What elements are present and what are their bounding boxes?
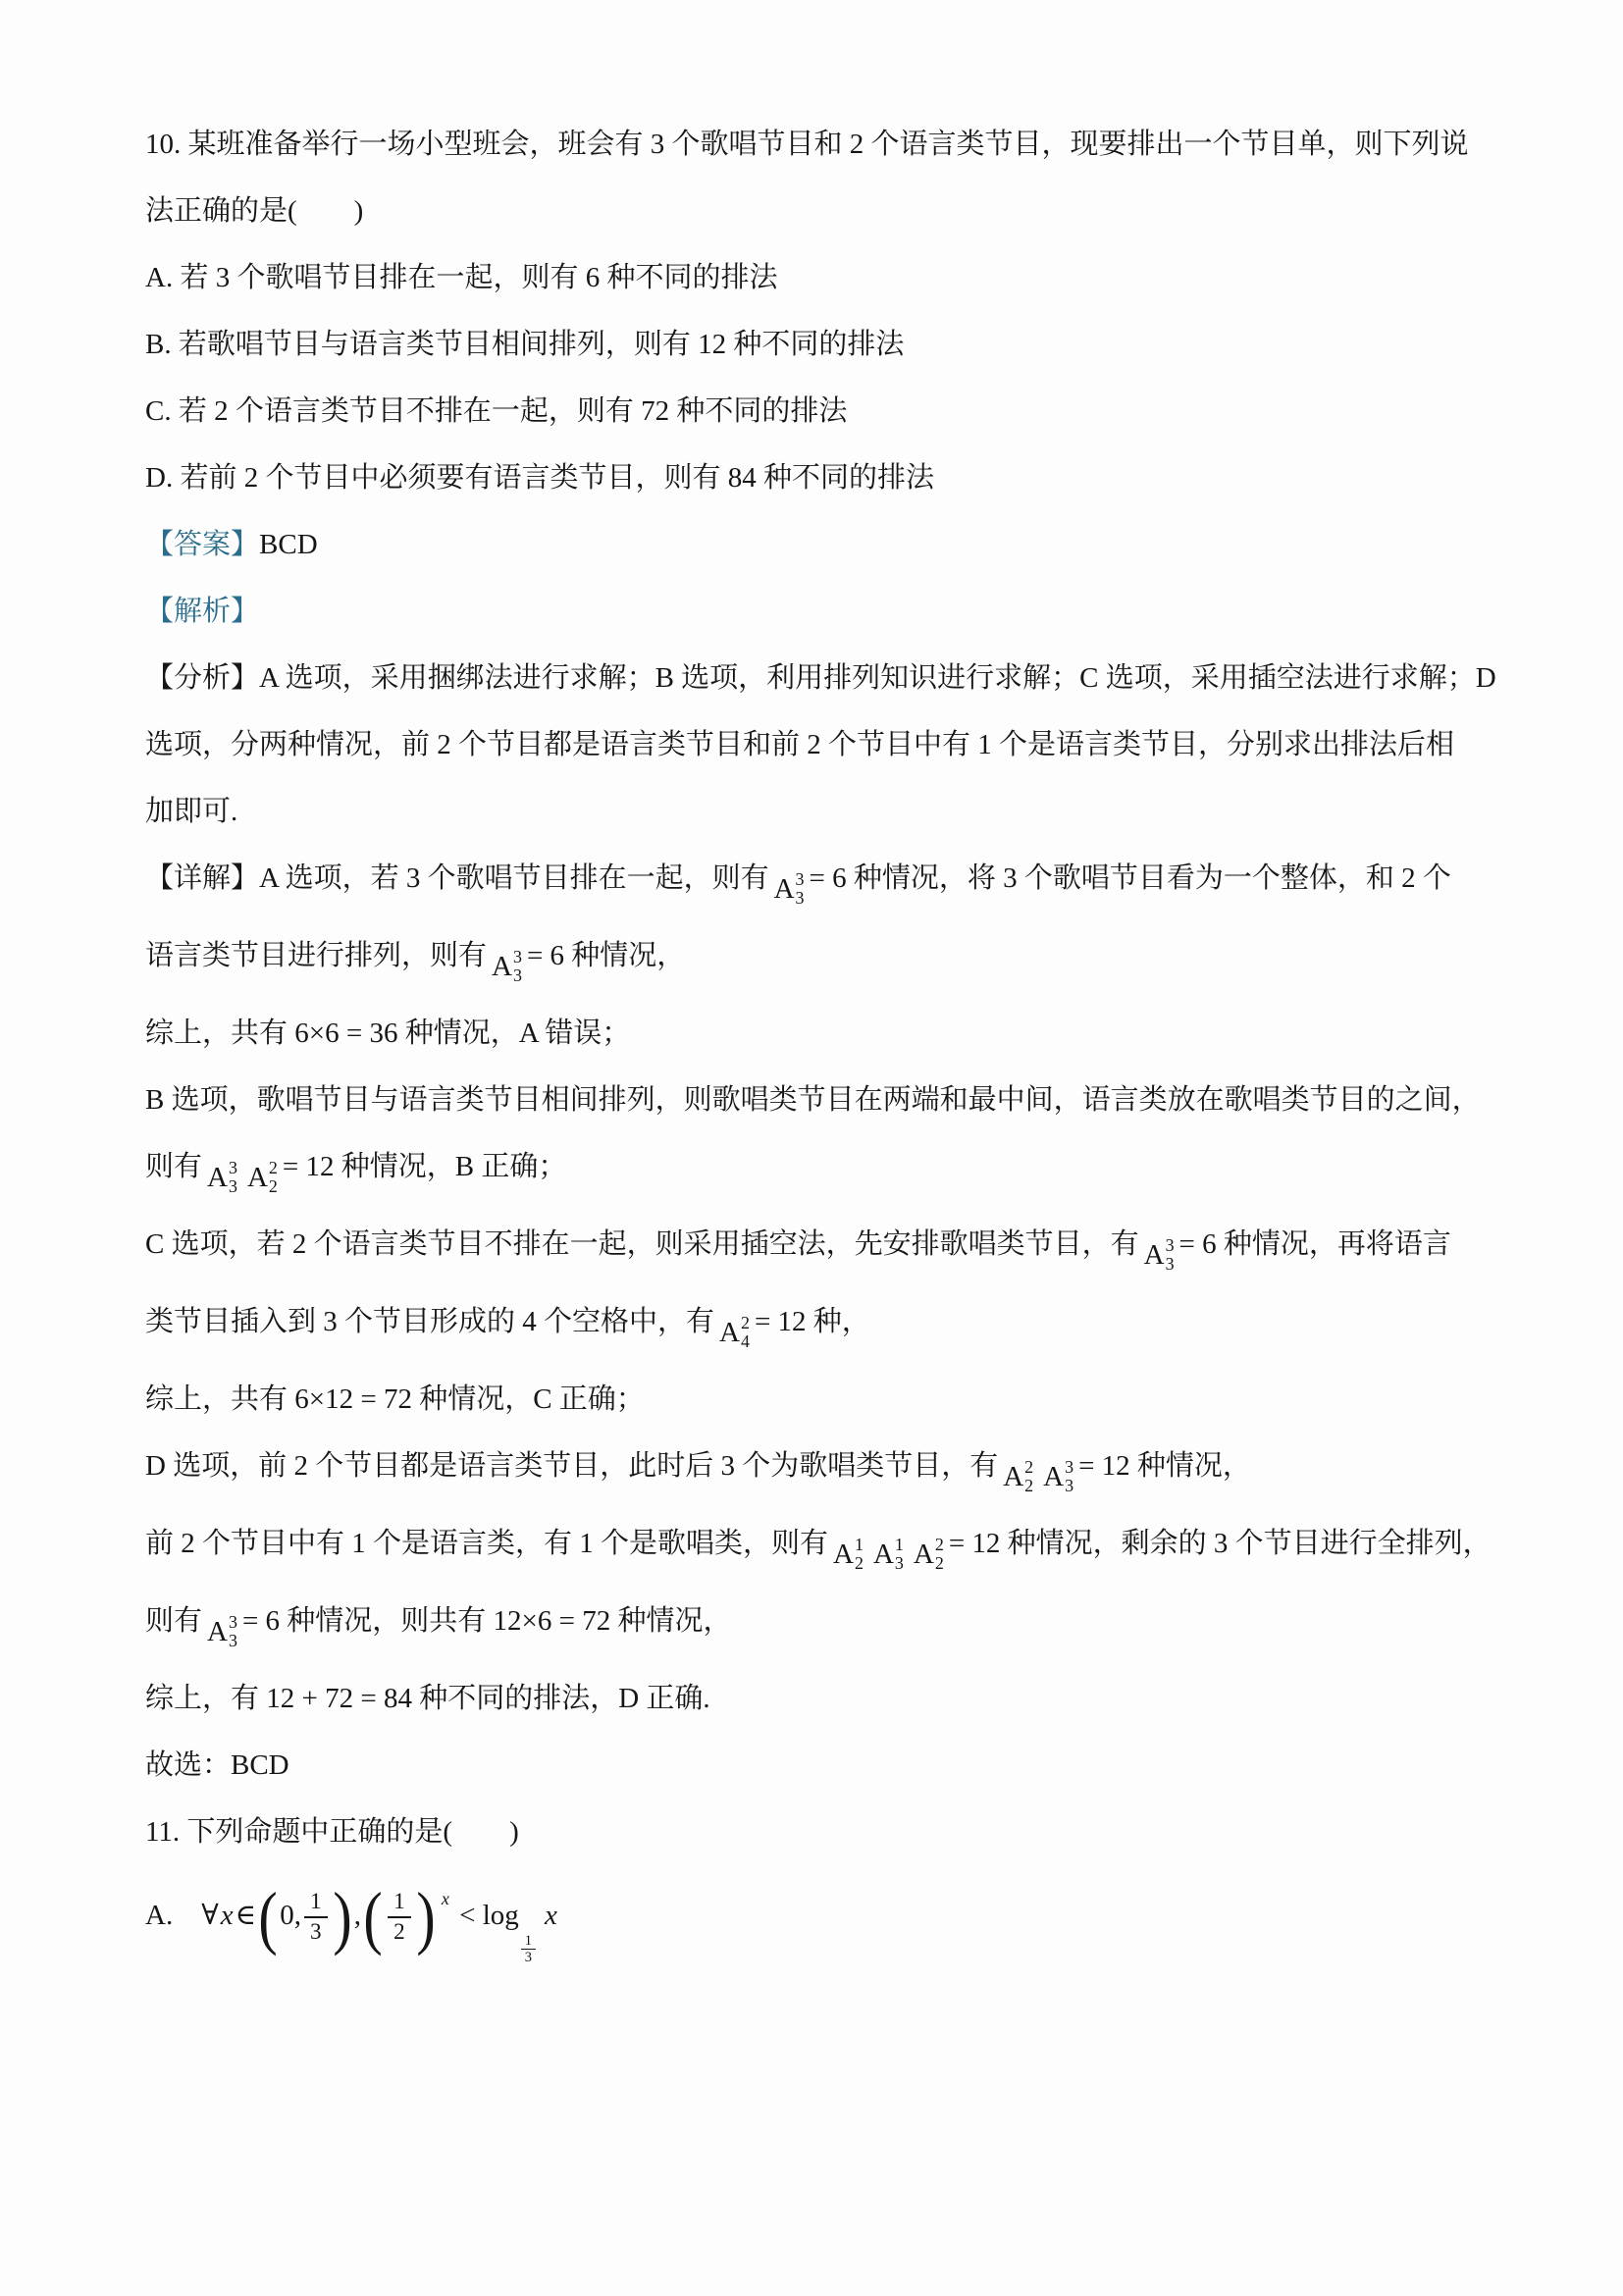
q11-stem <box>145 1813 1515 1851</box>
permutation-base: A <box>1003 1461 1024 1492</box>
text-run: = 12 种情况，B 正确； <box>282 1151 567 1182</box>
log-base-fraction <box>521 1933 536 1966</box>
text-run: 则有 <box>145 1605 203 1637</box>
math-permutation-symbol <box>1043 1458 1073 1495</box>
permutation-subscript: 4 <box>740 1331 750 1351</box>
permutation-base: A <box>833 1539 854 1570</box>
big-left-paren: ( <box>363 1877 383 1957</box>
permutation-superscript: 2 <box>934 1535 944 1555</box>
permutation-subscript: 3 <box>894 1553 904 1573</box>
text-run: 加即可. <box>145 796 238 827</box>
q10-stem-line-2 <box>145 192 1515 230</box>
q10-stem-line-1 <box>145 126 1515 163</box>
analysis-line-2 <box>145 726 1515 763</box>
permutation-superscript: 3 <box>228 1158 237 1178</box>
math-permutation-symbol <box>247 1159 278 1196</box>
permutation-scripts <box>935 1536 944 1573</box>
text-run: A. ∀ <box>145 1899 219 1931</box>
text-run: 综上，共有 6×12 = 72 种情况，C 正确； <box>145 1383 645 1415</box>
text-run: = 12 种， <box>754 1306 870 1337</box>
permutation-scripts <box>229 1159 237 1196</box>
text-run: = 6 种情况， <box>526 940 686 971</box>
math-permutation-symbol <box>833 1536 864 1573</box>
math-variable: x <box>545 1899 557 1931</box>
permutation-scripts <box>513 948 522 985</box>
text-run: = 12 种情况， <box>1078 1450 1251 1482</box>
text-run: D. 若前 2 个节目中必须要有语言类节目，则有 84 种不同的排法 <box>145 462 934 494</box>
big-right-paren: ) <box>416 1877 436 1957</box>
permutation-subscript: 2 <box>934 1553 944 1573</box>
fraction-numerator: 1 <box>393 1889 405 1915</box>
math-permutation-symbol <box>207 1613 237 1650</box>
detail-line-12 <box>145 1680 1515 1717</box>
fraction-denominator: 3 <box>521 1949 536 1966</box>
permutation-scripts <box>1166 1236 1175 1274</box>
text-run: = 6 种情况，再将语言 <box>1178 1228 1451 1260</box>
permutation-base: A <box>207 1162 228 1193</box>
permutation-scripts <box>1065 1458 1073 1495</box>
text-run: C. 若 2 个语言类节目不排在一起，则有 72 种不同的排法 <box>145 395 848 427</box>
permutation-base: A <box>246 1162 268 1193</box>
math-permutation-symbol <box>914 1536 944 1573</box>
detail-line-4 <box>145 1081 1515 1119</box>
text-run: 综上，有 12 + 72 = 84 种不同的排法，D 正确. <box>145 1683 710 1714</box>
permutation-superscript: 3 <box>228 1612 237 1633</box>
permutation-superscript: 3 <box>1065 1457 1074 1478</box>
math-fraction <box>304 1889 328 1945</box>
permutation-base: A <box>1043 1461 1065 1492</box>
big-right-paren: ) <box>332 1877 352 1957</box>
permutation-scripts <box>269 1159 278 1196</box>
permutation-superscript: 2 <box>740 1313 750 1333</box>
section-marker: 【解析】 <box>145 596 260 627</box>
permutation-superscript: 3 <box>512 947 522 967</box>
q11-option-a <box>145 1877 1515 1966</box>
permutation-subscript: 3 <box>1065 1476 1074 1495</box>
permutation-scripts <box>1024 1458 1033 1495</box>
detail-line-2 <box>145 937 1515 985</box>
detail-line-6 <box>145 1226 1515 1274</box>
detail-line-9 <box>145 1447 1515 1495</box>
permutation-scripts <box>855 1536 864 1573</box>
permutation-superscript: 1 <box>854 1535 864 1555</box>
q10-option-d <box>145 459 1515 496</box>
text-run: 【分析】A 选项，采用捆绑法进行求解；B 选项，利用排列知识进行求解；C 选项，采用插空法进行求解；D <box>145 662 1496 694</box>
detail-line-11 <box>145 1602 1515 1650</box>
permutation-superscript: 2 <box>1024 1457 1034 1478</box>
analysis-header <box>145 593 1515 630</box>
fraction-numerator: 1 <box>309 1889 322 1915</box>
detail-line-10 <box>145 1525 1515 1573</box>
math-permutation-symbol <box>873 1536 904 1573</box>
math-permutation-symbol <box>719 1314 750 1351</box>
permutation-superscript: 2 <box>268 1158 278 1178</box>
math-permutation-symbol <box>1003 1458 1033 1495</box>
text-run: = 6 种情况，将 3 个歌唱节目看为一个整体，和 2 个 <box>809 862 1451 894</box>
conclusion-line <box>145 1747 1515 1784</box>
permutation-scripts <box>229 1613 237 1650</box>
fraction-denominator: 3 <box>304 1916 328 1946</box>
permutation-superscript: 3 <box>1165 1235 1175 1256</box>
permutation-subscript: 3 <box>795 888 805 908</box>
text-run: 11. 下列命题中正确的是( ) <box>145 1816 519 1848</box>
text-run: 类节目插入到 3 个节目形成的 4 个空格中，有 <box>145 1306 715 1337</box>
math-permutation-symbol <box>207 1159 237 1196</box>
detail-line-8 <box>145 1381 1515 1418</box>
text-run: 综上，共有 6×6 = 36 种情况，A 错误； <box>145 1018 631 1049</box>
fraction-denominator: 2 <box>388 1916 411 1946</box>
permutation-scripts <box>796 870 805 908</box>
permutation-superscript: 1 <box>894 1535 904 1555</box>
text-run: BCD <box>259 529 318 560</box>
text-run: ∈ <box>235 1899 257 1931</box>
permutation-base: A <box>773 873 795 905</box>
permutation-base: A <box>719 1317 740 1348</box>
text-run: 选项，分两种情况，前 2 个节目都是语言类节目和前 2 个节目中有 1 个是语言类节目，分别求出排法后相 <box>145 729 1455 760</box>
fraction-numerator: 1 <box>524 1932 533 1949</box>
text-run: D 选项，前 2 个节目都是语言类节目，此时后 3 个为歌唱类节目，有 <box>145 1450 999 1482</box>
answer-line <box>145 526 1515 563</box>
text-run: 法正确的是( ) <box>145 195 364 227</box>
text-run: 则有 <box>145 1151 203 1182</box>
text-run: C 选项，若 2 个语言类节目不排在一起，则采用插空法，先安排歌唱类节目，有 <box>145 1228 1139 1260</box>
math-fraction <box>388 1889 411 1945</box>
q10-option-c <box>145 392 1515 430</box>
permutation-base: A <box>1143 1239 1165 1271</box>
analysis-line-1 <box>145 659 1515 697</box>
text-run: 0, <box>280 1899 301 1931</box>
detail-line-1 <box>145 860 1515 908</box>
permutation-subscript: 3 <box>1165 1254 1175 1274</box>
text-run: 【详解】A 选项，若 3 个歌唱节目排在一起，则有 <box>145 862 769 894</box>
permutation-subscript: 2 <box>854 1553 864 1573</box>
text-run: < log <box>451 1899 519 1931</box>
text-run: B. 若歌唱节目与语言类节目相间排列，则有 12 种不同的排法 <box>145 329 905 360</box>
detail-line-5 <box>145 1148 1515 1196</box>
q10-option-b <box>145 326 1515 363</box>
q10-option-a <box>145 259 1515 296</box>
text-run: = 12 种情况，剩余的 3 个节目进行全排列， <box>948 1528 1492 1559</box>
text-run: B 选项，歌唱节目与语言类节目相间排列，则歌唱类节目在两端和最中间，语言类放在歌唱类节目的之间， <box>145 1084 1481 1116</box>
permutation-scripts <box>895 1536 904 1573</box>
permutation-subscript: 2 <box>1024 1476 1034 1495</box>
permutation-subscript: 3 <box>228 1631 237 1650</box>
text-run: 故选：BCD <box>145 1749 289 1781</box>
math-exponent: x <box>441 1889 449 1908</box>
permutation-base: A <box>492 951 512 982</box>
math-permutation-symbol <box>492 948 522 985</box>
big-left-paren: ( <box>258 1877 278 1957</box>
analysis-line-3 <box>145 793 1515 830</box>
permutation-superscript: 3 <box>795 869 805 890</box>
permutation-subscript: 3 <box>512 965 522 985</box>
permutation-subscript: 3 <box>228 1176 237 1196</box>
permutation-subscript: 2 <box>268 1176 278 1196</box>
text-run: A. 若 3 个歌唱节目排在一起，则有 6 种不同的排法 <box>145 262 778 293</box>
text-run: , <box>353 1899 361 1931</box>
detail-line-7 <box>145 1303 1515 1351</box>
permutation-scripts <box>741 1314 750 1351</box>
text-run: 10. 某班准备举行一场小型班会，班会有 3 个歌唱节目和 2 个语言类节目，现要排出一个节目单，则下列说 <box>145 129 1469 160</box>
permutation-base: A <box>207 1616 228 1647</box>
section-marker: 【答案】 <box>145 529 260 560</box>
text-run: 前 2 个节目中有 1 个是语言类，有 1 个是歌唱类，则有 <box>145 1528 829 1559</box>
permutation-base: A <box>872 1539 894 1570</box>
math-permutation-symbol <box>774 870 805 908</box>
permutation-base: A <box>913 1539 934 1570</box>
text-run: 语言类节目进行排列，则有 <box>145 940 488 971</box>
math-permutation-symbol <box>1144 1236 1175 1274</box>
text-run: = 6 种情况，则共有 12×6 = 72 种情况， <box>241 1605 732 1637</box>
detail-line-3 <box>145 1015 1515 1052</box>
math-variable: x <box>220 1899 234 1931</box>
